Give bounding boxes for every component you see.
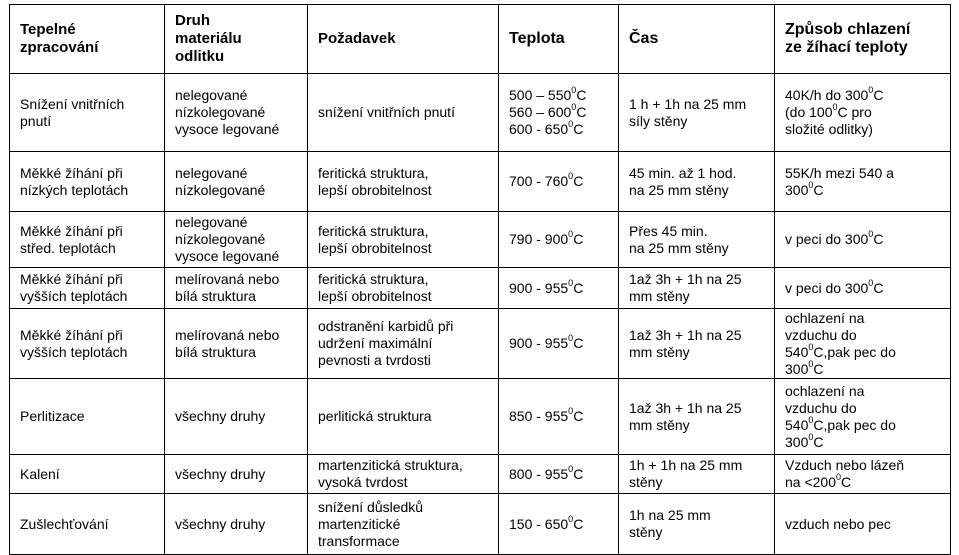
table-cell (619, 212, 775, 268)
cell-line: nízkolegované (175, 181, 266, 198)
cell-line: $850 - 955^0C$ (509, 406, 584, 424)
header-cell (775, 5, 951, 74)
header-cell (499, 5, 619, 74)
cell-line: $790 - 900^0C$ (509, 229, 584, 247)
table-row (10, 455, 951, 494)
cell-line: $150 - 650^0C$ (509, 513, 584, 532)
table-cell (165, 455, 308, 494)
cell-line: zpracování (20, 39, 99, 56)
cell-line: ze žíhací teploty (785, 39, 908, 56)
cell-line: Kalení (20, 465, 60, 482)
cell-line: $500 - 550^0C$ (509, 85, 587, 103)
table-cell (619, 152, 775, 212)
table-row (10, 212, 951, 268)
table-cell (775, 268, 951, 309)
cell-line: vyšších teplotách (20, 288, 128, 304)
cell-line: martenzitické (318, 515, 401, 532)
table-cell (775, 455, 951, 494)
table-cell (10, 494, 165, 555)
cell-line: nelegované (175, 164, 248, 181)
cell-line: nelegované (175, 87, 248, 103)
table-cell (165, 74, 308, 152)
table-cell (619, 74, 775, 152)
cell-line: Perlitizace (20, 408, 85, 424)
table-cell (499, 268, 619, 309)
cell-line: Měkké žíhání při (20, 326, 123, 343)
cell-line: feritická struktura, (318, 271, 429, 287)
cell-line: Požadavek (318, 30, 396, 47)
table-row (10, 379, 951, 455)
cell-line: v peci do $300^0C$ (785, 277, 884, 296)
table-cell (308, 74, 499, 152)
cell-line: ochlazení na (785, 382, 865, 399)
cell-line: 1 h + 1h na 25 mm (629, 95, 747, 112)
cell-line: síly stěny (629, 112, 688, 129)
table-cell (308, 494, 499, 555)
cell-line: Čas (629, 30, 659, 47)
cell-line: na $<200^0C$ (785, 472, 852, 490)
cell-line: pevnosti a tvrdosti (318, 352, 431, 368)
cell-line: feritická struktura, (318, 222, 429, 239)
cell-line: $560 - 600^0C$ (509, 102, 587, 120)
cell-line: $900 - 955^0C$ (509, 277, 584, 296)
cell-line: mm stěny (629, 343, 690, 360)
table-cell (499, 309, 619, 379)
table-cell (165, 268, 308, 309)
cell-line: nízkolegované (175, 231, 266, 247)
cell-line: Snížení vnitřních (20, 95, 125, 112)
cell-line: Zušlechťování (20, 515, 109, 532)
table-cell (499, 74, 619, 152)
cell-line: lepší obrobitelnost (318, 288, 432, 304)
cell-line: všechny druhy (175, 465, 266, 482)
table-cell (308, 455, 499, 494)
cell-line: udržení maximální (318, 335, 433, 351)
cell-line: vzduchu do (785, 326, 857, 343)
header-row (10, 5, 951, 74)
table-cell (619, 379, 775, 455)
table-cell (10, 309, 165, 379)
cell-line: bílá struktura (175, 288, 256, 304)
header-cell (308, 5, 499, 74)
table-cell (10, 74, 165, 152)
table-cell (499, 494, 619, 555)
cell-line: Měkké žíhání při (20, 164, 123, 181)
cell-line: Teplota (509, 30, 565, 47)
cell-line: na 25 mm stěny (629, 239, 729, 256)
table-cell (165, 152, 308, 212)
cell-line: snížení vnitřních pnutí (318, 104, 455, 120)
cell-line: transformace (318, 532, 400, 549)
cell-line: 1h na 25 mm (629, 507, 711, 523)
cell-line: melírovaná nebo (175, 271, 280, 287)
cell-line: všechny druhy (175, 515, 266, 532)
table-cell (165, 309, 308, 379)
cell-line: vysoká tvrdost (318, 474, 408, 490)
table-cell (619, 309, 775, 379)
table-row (10, 309, 951, 379)
cell-line: materiálu (175, 30, 242, 47)
table-cell (775, 212, 951, 268)
cell-line: Způsob chlazení (785, 21, 911, 38)
header-cell (165, 5, 308, 74)
table-cell (165, 494, 308, 555)
cell-line: v peci do $300^0C$ (785, 229, 884, 247)
cell-line: nízkolegované (175, 104, 266, 120)
cell-line: lepší obrobitelnost (318, 181, 432, 198)
cell-line: $300^0C$ (785, 431, 824, 450)
cell-line: pnutí (20, 112, 52, 129)
table-cell (10, 455, 165, 494)
table-cell (10, 152, 165, 212)
cell-line: $300^0C$ (785, 358, 824, 377)
cell-line: 55K/h mezi 540 a (785, 164, 894, 181)
table-cell (308, 268, 499, 309)
table-cell (775, 74, 951, 152)
header-cell (619, 5, 775, 74)
table-cell (308, 152, 499, 212)
cell-line: Vzduch nebo lázeň (785, 457, 905, 473)
cell-line: Měkké žíhání při (20, 271, 123, 287)
cell-line: nelegované (175, 214, 248, 230)
cell-line: stěny (629, 524, 663, 540)
cell-line: $600 - 650^0C$ (509, 119, 584, 137)
cell-line: Tepelné (20, 21, 76, 38)
cell-line: nízkých teplotách (20, 181, 129, 198)
cell-line: vyšších teplotách (20, 343, 128, 360)
table-cell (308, 379, 499, 455)
cell-line: Měkké žíhání při (20, 222, 123, 239)
cell-line: Přes 45 min. (629, 222, 708, 239)
cell-line: 45 min. až 1 hod. (629, 164, 737, 181)
table-cell (308, 212, 499, 268)
cell-line: střed. teplotách (20, 239, 116, 256)
table-cell (619, 268, 775, 309)
cell-line: odstranění karbidů při (318, 318, 454, 334)
table-cell (10, 268, 165, 309)
header-cell (10, 5, 165, 74)
table-row (10, 268, 951, 309)
cell-line: ochlazení na (785, 309, 865, 326)
cell-line: složité odlitky) (785, 121, 873, 137)
cell-line: snížení důsledků (318, 498, 424, 515)
table-cell (499, 152, 619, 212)
cell-line: bílá struktura (175, 343, 256, 360)
table-cell (619, 494, 775, 555)
cell-line: mm stěny (629, 416, 690, 433)
cell-line: melírovaná nebo (175, 326, 280, 343)
table-cell (499, 212, 619, 268)
cell-line: (do $100^0C$ pro (785, 102, 872, 120)
table-cell (619, 455, 775, 494)
cell-line: feritická struktura, (318, 164, 429, 181)
cell-line: mm stěny (629, 288, 690, 304)
cell-line: 1až 3h + 1h na 25 (629, 326, 742, 343)
table-cell (499, 455, 619, 494)
table-cell (165, 212, 308, 268)
cell-line: martenzitická struktura, (318, 457, 463, 473)
cell-line: stěny (629, 474, 663, 490)
cell-line: 1až 3h + 1h na 25 (629, 271, 742, 287)
cell-line: odlitku (175, 48, 225, 65)
table-cell (308, 309, 499, 379)
cell-line: $700 - 760^0C$ (509, 171, 584, 189)
table-cell (10, 212, 165, 268)
cell-line: $800 - 955^0C$ (509, 463, 584, 482)
cell-line: 40K/h do $300^0C$ (785, 85, 884, 103)
cell-line: 1až 3h + 1h na 25 (629, 399, 742, 416)
cell-line: $540^0C,pak$ pec do (785, 414, 896, 433)
cell-line: $900 - 955^0C$ (509, 333, 584, 351)
cell-line: lepší obrobitelnost (318, 239, 432, 256)
cell-line: vysoce legované (175, 121, 280, 137)
cell-line: $540^0C,pak$ pec do (785, 341, 896, 360)
table-cell (775, 379, 951, 455)
table-cell (10, 379, 165, 455)
cell-line: vzduchu do (785, 399, 857, 416)
table-row (10, 152, 951, 212)
cell-line: vysoce legované (175, 248, 280, 264)
cell-line: 1h + 1h na 25 mm (629, 457, 743, 473)
table-cell (775, 152, 951, 212)
cell-line: všechny druhy (175, 408, 266, 424)
cell-line: Druh (175, 12, 210, 29)
table-row (10, 74, 951, 152)
heat-treatment-table (9, 4, 951, 555)
cell-line: vzduch nebo pec (785, 515, 891, 532)
cell-line: perlitická struktura (318, 408, 432, 424)
table-cell (775, 309, 951, 379)
table-cell (165, 379, 308, 455)
cell-line: na 25 mm stěny (629, 181, 729, 198)
table-row (10, 494, 951, 555)
table-cell (499, 379, 619, 455)
table-cell (775, 494, 951, 555)
cell-line: $300^0C$ (785, 179, 824, 198)
